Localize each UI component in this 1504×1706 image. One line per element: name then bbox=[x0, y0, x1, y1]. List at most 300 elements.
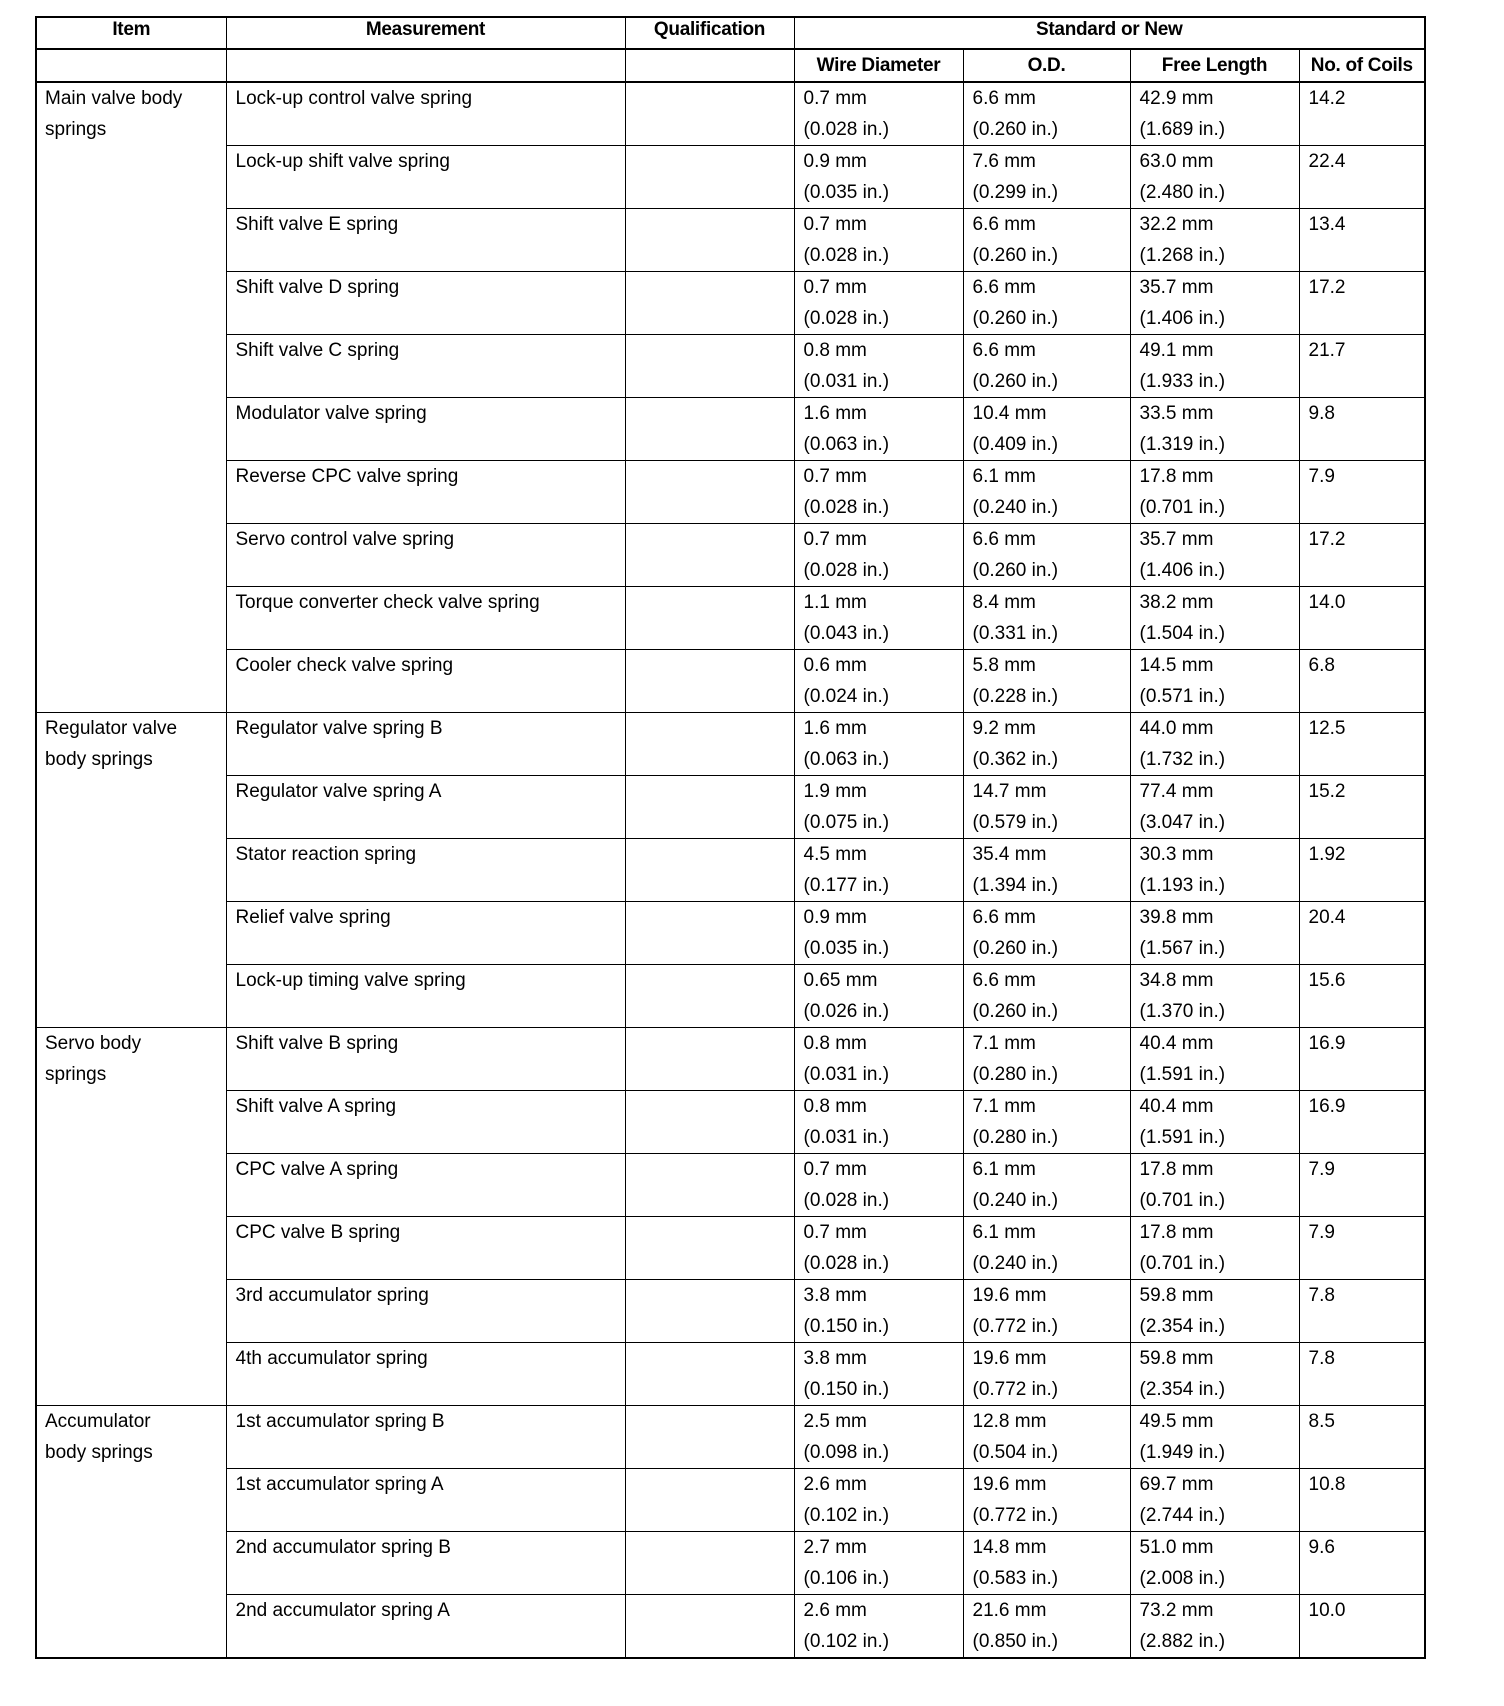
coils-value: 21.7 bbox=[1308, 340, 1346, 361]
outer-diameter-in: (0.260 in.) bbox=[972, 308, 1059, 329]
table-row bbox=[36, 398, 1425, 461]
wire-diameter-in: (0.150 in.) bbox=[803, 1316, 890, 1337]
outer-diameter-cell bbox=[963, 272, 1130, 335]
coils-value: 22.4 bbox=[1308, 151, 1346, 172]
wire-diameter-cell bbox=[794, 1469, 963, 1532]
header-blank bbox=[625, 49, 794, 82]
outer-diameter-mm: 6.1 mm bbox=[972, 1159, 1036, 1180]
measurement-cell bbox=[226, 650, 625, 713]
outer-diameter-mm: 35.4 mm bbox=[972, 844, 1047, 865]
header-row-2 bbox=[36, 49, 1425, 82]
group-label-line: springs bbox=[45, 119, 107, 140]
outer-diameter-mm: 19.6 mm bbox=[972, 1285, 1047, 1306]
free-length-cell bbox=[1130, 1154, 1299, 1217]
free-length-cell bbox=[1130, 398, 1299, 461]
header-item: Item bbox=[36, 17, 226, 49]
outer-diameter-in: (0.240 in.) bbox=[972, 497, 1059, 518]
coils-cell bbox=[1299, 1028, 1425, 1091]
header-od: O.D. bbox=[963, 49, 1130, 82]
qualification-cell bbox=[625, 839, 794, 902]
coils-value: 7.9 bbox=[1308, 1222, 1335, 1243]
wire-diameter-in: (0.031 in.) bbox=[803, 371, 890, 392]
measurement-name: 1st accumulator spring A bbox=[235, 1474, 444, 1495]
wire-diameter-in: (0.043 in.) bbox=[803, 623, 890, 644]
outer-diameter-cell bbox=[963, 902, 1130, 965]
coils-value: 15.2 bbox=[1308, 781, 1346, 802]
measurement-name: Cooler check valve spring bbox=[235, 655, 454, 676]
coils-cell bbox=[1299, 524, 1425, 587]
free-length-in: (1.504 in.) bbox=[1139, 623, 1226, 644]
outer-diameter-cell bbox=[963, 82, 1130, 146]
wire-diameter-in: (0.031 in.) bbox=[803, 1064, 890, 1085]
wire-diameter-in: (0.028 in.) bbox=[803, 497, 890, 518]
outer-diameter-in: (0.504 in.) bbox=[972, 1442, 1059, 1463]
qualification-cell bbox=[625, 398, 794, 461]
free-length-mm: 39.8 mm bbox=[1139, 907, 1214, 928]
free-length-mm: 35.7 mm bbox=[1139, 277, 1214, 298]
outer-diameter-in: (0.772 in.) bbox=[972, 1316, 1059, 1337]
measurement-name: Reverse CPC valve spring bbox=[235, 466, 459, 487]
measurement-name: Shift valve D spring bbox=[235, 277, 400, 298]
free-length-mm: 38.2 mm bbox=[1139, 592, 1214, 613]
wire-diameter-mm: 0.7 mm bbox=[803, 529, 867, 550]
measurement-name: 3rd accumulator spring bbox=[235, 1285, 429, 1306]
coils-value: 16.9 bbox=[1308, 1033, 1346, 1054]
measurement-name: 4th accumulator spring bbox=[235, 1348, 428, 1369]
outer-diameter-cell bbox=[963, 1028, 1130, 1091]
measurement-name: Lock-up timing valve spring bbox=[235, 970, 466, 991]
measurement-cell bbox=[226, 1280, 625, 1343]
outer-diameter-mm: 14.8 mm bbox=[972, 1537, 1047, 1558]
measurement-cell bbox=[226, 776, 625, 839]
free-length-mm: 49.1 mm bbox=[1139, 340, 1214, 361]
coils-value: 10.8 bbox=[1308, 1474, 1346, 1495]
header-row-1 bbox=[36, 17, 1425, 49]
coils-cell bbox=[1299, 713, 1425, 776]
outer-diameter-mm: 14.7 mm bbox=[972, 781, 1047, 802]
wire-diameter-cell bbox=[794, 146, 963, 209]
measurement-name: 2nd accumulator spring A bbox=[235, 1600, 450, 1621]
table-row bbox=[36, 1091, 1425, 1154]
coils-value: 12.5 bbox=[1308, 718, 1346, 739]
free-length-in: (2.882 in.) bbox=[1139, 1631, 1226, 1652]
wire-diameter-in: (0.028 in.) bbox=[803, 245, 890, 266]
wire-diameter-mm: 1.1 mm bbox=[803, 592, 867, 613]
wire-diameter-in: (0.028 in.) bbox=[803, 308, 890, 329]
group-label-line: Servo body bbox=[45, 1033, 142, 1054]
measurement-name: Shift valve A spring bbox=[235, 1096, 397, 1117]
qualification-cell bbox=[625, 82, 794, 146]
qualification-cell bbox=[625, 335, 794, 398]
outer-diameter-cell bbox=[963, 1091, 1130, 1154]
table-row bbox=[36, 713, 1425, 776]
qualification-cell bbox=[625, 209, 794, 272]
outer-diameter-cell bbox=[963, 524, 1130, 587]
free-length-cell bbox=[1130, 776, 1299, 839]
header-blank bbox=[226, 49, 625, 82]
free-length-mm: 63.0 mm bbox=[1139, 151, 1214, 172]
free-length-in: (2.480 in.) bbox=[1139, 182, 1226, 203]
free-length-cell bbox=[1130, 1469, 1299, 1532]
measurement-name: Shift valve E spring bbox=[235, 214, 399, 235]
group-label-line: Regulator valve bbox=[45, 718, 178, 739]
outer-diameter-in: (0.260 in.) bbox=[972, 560, 1059, 581]
free-length-mm: 34.8 mm bbox=[1139, 970, 1214, 991]
table-body bbox=[36, 82, 1425, 1658]
header-free-length: Free Length bbox=[1130, 49, 1299, 82]
free-length-mm: 14.5 mm bbox=[1139, 655, 1214, 676]
outer-diameter-mm: 7.6 mm bbox=[972, 151, 1036, 172]
wire-diameter-in: (0.063 in.) bbox=[803, 434, 890, 455]
free-length-in: (1.591 in.) bbox=[1139, 1064, 1226, 1085]
table-row bbox=[36, 335, 1425, 398]
free-length-mm: 77.4 mm bbox=[1139, 781, 1214, 802]
group-label-line: Main valve body bbox=[45, 88, 183, 109]
free-length-in: (1.319 in.) bbox=[1139, 434, 1226, 455]
group-label-line: body springs bbox=[45, 1442, 153, 1463]
coils-value: 16.9 bbox=[1308, 1096, 1346, 1117]
outer-diameter-in: (0.583 in.) bbox=[972, 1568, 1059, 1589]
outer-diameter-cell bbox=[963, 650, 1130, 713]
wire-diameter-mm: 1.9 mm bbox=[803, 781, 867, 802]
table-row bbox=[36, 1217, 1425, 1280]
outer-diameter-in: (0.331 in.) bbox=[972, 623, 1059, 644]
measurement-name: Shift valve B spring bbox=[235, 1033, 399, 1054]
table-row bbox=[36, 1469, 1425, 1532]
outer-diameter-cell bbox=[963, 1154, 1130, 1217]
free-length-in: (1.268 in.) bbox=[1139, 245, 1226, 266]
wire-diameter-in: (0.028 in.) bbox=[803, 1253, 890, 1274]
free-length-cell bbox=[1130, 902, 1299, 965]
outer-diameter-mm: 7.1 mm bbox=[972, 1033, 1036, 1054]
free-length-cell bbox=[1130, 461, 1299, 524]
measurement-cell bbox=[226, 1217, 625, 1280]
outer-diameter-in: (0.260 in.) bbox=[972, 119, 1059, 140]
outer-diameter-mm: 21.6 mm bbox=[972, 1600, 1047, 1621]
free-length-in: (1.949 in.) bbox=[1139, 1442, 1226, 1463]
measurement-cell bbox=[226, 1028, 625, 1091]
wire-diameter-mm: 2.5 mm bbox=[803, 1411, 867, 1432]
outer-diameter-in: (0.772 in.) bbox=[972, 1379, 1059, 1400]
free-length-in: (1.732 in.) bbox=[1139, 749, 1226, 770]
measurement-name: Servo control valve spring bbox=[235, 529, 455, 550]
outer-diameter-mm: 7.1 mm bbox=[972, 1096, 1036, 1117]
wire-diameter-mm: 0.8 mm bbox=[803, 1033, 867, 1054]
wire-diameter-mm: 0.7 mm bbox=[803, 1222, 867, 1243]
wire-diameter-cell bbox=[794, 1028, 963, 1091]
measurement-name: 1st accumulator spring B bbox=[235, 1411, 445, 1432]
coils-cell bbox=[1299, 398, 1425, 461]
wire-diameter-mm: 0.8 mm bbox=[803, 1096, 867, 1117]
wire-diameter-cell bbox=[794, 461, 963, 524]
table-row bbox=[36, 776, 1425, 839]
free-length-in: (0.701 in.) bbox=[1139, 497, 1226, 518]
qualification-cell bbox=[625, 272, 794, 335]
table-row bbox=[36, 1343, 1425, 1406]
coils-value: 7.8 bbox=[1308, 1285, 1335, 1306]
free-length-mm: 40.4 mm bbox=[1139, 1033, 1214, 1054]
measurement-cell bbox=[226, 1343, 625, 1406]
outer-diameter-cell bbox=[963, 1595, 1130, 1659]
measurement-cell bbox=[226, 902, 625, 965]
coils-cell bbox=[1299, 839, 1425, 902]
header-measurement: Measurement bbox=[226, 17, 625, 49]
wire-diameter-cell bbox=[794, 902, 963, 965]
free-length-in: (1.689 in.) bbox=[1139, 119, 1226, 140]
outer-diameter-cell bbox=[963, 1406, 1130, 1469]
free-length-mm: 17.8 mm bbox=[1139, 1159, 1214, 1180]
outer-diameter-in: (0.280 in.) bbox=[972, 1127, 1059, 1148]
qualification-cell bbox=[625, 1154, 794, 1217]
outer-diameter-in: (0.260 in.) bbox=[972, 245, 1059, 266]
wire-diameter-in: (0.028 in.) bbox=[803, 560, 890, 581]
free-length-cell bbox=[1130, 587, 1299, 650]
free-length-mm: 35.7 mm bbox=[1139, 529, 1214, 550]
measurement-name: Lock-up shift valve spring bbox=[235, 151, 450, 172]
outer-diameter-mm: 6.1 mm bbox=[972, 466, 1036, 487]
outer-diameter-mm: 6.6 mm bbox=[972, 907, 1036, 928]
coils-cell bbox=[1299, 650, 1425, 713]
free-length-mm: 73.2 mm bbox=[1139, 1600, 1214, 1621]
qualification-cell bbox=[625, 1532, 794, 1595]
wire-diameter-mm: 0.8 mm bbox=[803, 340, 867, 361]
free-length-in: (1.193 in.) bbox=[1139, 875, 1226, 896]
measurement-name: Modulator valve spring bbox=[235, 403, 427, 424]
coils-cell bbox=[1299, 587, 1425, 650]
outer-diameter-cell bbox=[963, 335, 1130, 398]
wire-diameter-cell bbox=[794, 1154, 963, 1217]
outer-diameter-cell bbox=[963, 587, 1130, 650]
coils-value: 14.0 bbox=[1308, 592, 1346, 613]
coils-cell bbox=[1299, 1595, 1425, 1659]
coils-value: 1.92 bbox=[1308, 844, 1346, 865]
outer-diameter-in: (0.260 in.) bbox=[972, 938, 1059, 959]
measurement-cell bbox=[226, 1154, 625, 1217]
wire-diameter-mm: 4.5 mm bbox=[803, 844, 867, 865]
group-label bbox=[36, 713, 226, 1028]
free-length-in: (0.701 in.) bbox=[1139, 1190, 1226, 1211]
measurement-name: Relief valve spring bbox=[235, 907, 391, 928]
coils-cell bbox=[1299, 335, 1425, 398]
outer-diameter-mm: 6.6 mm bbox=[972, 529, 1036, 550]
coils-value: 15.6 bbox=[1308, 970, 1346, 991]
qualification-cell bbox=[625, 146, 794, 209]
qualification-cell bbox=[625, 650, 794, 713]
wire-diameter-mm: 2.6 mm bbox=[803, 1600, 867, 1621]
coils-cell bbox=[1299, 1406, 1425, 1469]
measurement-name: Regulator valve spring A bbox=[235, 781, 442, 802]
outer-diameter-cell bbox=[963, 1469, 1130, 1532]
outer-diameter-in: (0.579 in.) bbox=[972, 812, 1059, 833]
free-length-cell bbox=[1130, 1343, 1299, 1406]
outer-diameter-cell bbox=[963, 1343, 1130, 1406]
measurement-cell bbox=[226, 1595, 625, 1659]
outer-diameter-mm: 12.8 mm bbox=[972, 1411, 1047, 1432]
wire-diameter-mm: 0.65 mm bbox=[803, 970, 878, 991]
outer-diameter-mm: 6.6 mm bbox=[972, 88, 1036, 109]
wire-diameter-cell bbox=[794, 965, 963, 1028]
outer-diameter-in: (0.299 in.) bbox=[972, 182, 1059, 203]
free-length-mm: 33.5 mm bbox=[1139, 403, 1214, 424]
wire-diameter-in: (0.028 in.) bbox=[803, 119, 890, 140]
measurement-name: CPC valve B spring bbox=[235, 1222, 401, 1243]
qualification-cell bbox=[625, 1217, 794, 1280]
header-no-of-coils: No. of Coils bbox=[1299, 49, 1425, 82]
free-length-cell bbox=[1130, 272, 1299, 335]
coils-value: 6.8 bbox=[1308, 655, 1335, 676]
group-label bbox=[36, 1406, 226, 1659]
free-length-in: (1.370 in.) bbox=[1139, 1001, 1226, 1022]
free-length-in: (3.047 in.) bbox=[1139, 812, 1226, 833]
wire-diameter-in: (0.075 in.) bbox=[803, 812, 890, 833]
qualification-cell bbox=[625, 1595, 794, 1659]
coils-value: 17.2 bbox=[1308, 529, 1346, 550]
coils-value: 9.6 bbox=[1308, 1537, 1335, 1558]
free-length-mm: 40.4 mm bbox=[1139, 1096, 1214, 1117]
free-length-mm: 17.8 mm bbox=[1139, 1222, 1214, 1243]
free-length-in: (1.933 in.) bbox=[1139, 371, 1226, 392]
free-length-cell bbox=[1130, 1280, 1299, 1343]
outer-diameter-in: (0.850 in.) bbox=[972, 1631, 1059, 1652]
wire-diameter-in: (0.028 in.) bbox=[803, 1190, 890, 1211]
outer-diameter-in: (0.228 in.) bbox=[972, 686, 1059, 707]
qualification-cell bbox=[625, 1469, 794, 1532]
free-length-cell bbox=[1130, 335, 1299, 398]
free-length-cell bbox=[1130, 82, 1299, 146]
outer-diameter-mm: 6.6 mm bbox=[972, 214, 1036, 235]
free-length-cell bbox=[1130, 965, 1299, 1028]
group-label-line: Accumulator bbox=[45, 1411, 151, 1432]
measurement-name: Torque converter check valve spring bbox=[235, 592, 540, 613]
spring-specifications-table bbox=[35, 16, 1426, 1659]
outer-diameter-cell bbox=[963, 1217, 1130, 1280]
outer-diameter-mm: 6.6 mm bbox=[972, 277, 1036, 298]
free-length-in: (0.571 in.) bbox=[1139, 686, 1226, 707]
outer-diameter-cell bbox=[963, 1532, 1130, 1595]
table-row bbox=[36, 1280, 1425, 1343]
coils-cell bbox=[1299, 1217, 1425, 1280]
wire-diameter-mm: 0.7 mm bbox=[803, 466, 867, 487]
table-row bbox=[36, 902, 1425, 965]
wire-diameter-mm: 0.9 mm bbox=[803, 907, 867, 928]
wire-diameter-in: (0.098 in.) bbox=[803, 1442, 890, 1463]
coils-cell bbox=[1299, 82, 1425, 146]
qualification-cell bbox=[625, 902, 794, 965]
measurement-cell bbox=[226, 839, 625, 902]
table-row bbox=[36, 524, 1425, 587]
outer-diameter-cell bbox=[963, 398, 1130, 461]
free-length-cell bbox=[1130, 1028, 1299, 1091]
free-length-mm: 51.0 mm bbox=[1139, 1537, 1214, 1558]
free-length-cell bbox=[1130, 1217, 1299, 1280]
wire-diameter-cell bbox=[794, 1280, 963, 1343]
header-blank bbox=[36, 49, 226, 82]
header-standard-or-new: Standard or New bbox=[794, 17, 1425, 49]
table-row bbox=[36, 461, 1425, 524]
measurement-cell bbox=[226, 587, 625, 650]
coils-value: 20.4 bbox=[1308, 907, 1346, 928]
wire-diameter-mm: 0.7 mm bbox=[803, 1159, 867, 1180]
table-row bbox=[36, 272, 1425, 335]
wire-diameter-cell bbox=[794, 524, 963, 587]
qualification-cell bbox=[625, 587, 794, 650]
wire-diameter-cell bbox=[794, 398, 963, 461]
group-label-line: springs bbox=[45, 1064, 107, 1085]
table-row bbox=[36, 1595, 1425, 1659]
measurement-cell bbox=[226, 461, 625, 524]
coils-value: 10.0 bbox=[1308, 1600, 1346, 1621]
coils-cell bbox=[1299, 1280, 1425, 1343]
outer-diameter-in: (0.260 in.) bbox=[972, 371, 1059, 392]
wire-diameter-cell bbox=[794, 1595, 963, 1659]
measurement-cell bbox=[226, 1406, 625, 1469]
coils-cell bbox=[1299, 209, 1425, 272]
wire-diameter-in: (0.035 in.) bbox=[803, 938, 890, 959]
measurement-cell bbox=[226, 713, 625, 776]
wire-diameter-mm: 0.6 mm bbox=[803, 655, 867, 676]
measurement-cell bbox=[226, 335, 625, 398]
coils-cell bbox=[1299, 146, 1425, 209]
table-row bbox=[36, 209, 1425, 272]
outer-diameter-in: (0.772 in.) bbox=[972, 1505, 1059, 1526]
measurement-cell bbox=[226, 1469, 625, 1532]
table-row bbox=[36, 1154, 1425, 1217]
coils-cell bbox=[1299, 1532, 1425, 1595]
qualification-cell bbox=[625, 1280, 794, 1343]
outer-diameter-mm: 6.6 mm bbox=[972, 970, 1036, 991]
wire-diameter-cell bbox=[794, 776, 963, 839]
outer-diameter-mm: 19.6 mm bbox=[972, 1474, 1047, 1495]
measurement-cell bbox=[226, 146, 625, 209]
free-length-cell bbox=[1130, 713, 1299, 776]
free-length-in: (0.701 in.) bbox=[1139, 1253, 1226, 1274]
coils-cell bbox=[1299, 1343, 1425, 1406]
wire-diameter-in: (0.024 in.) bbox=[803, 686, 890, 707]
free-length-cell bbox=[1130, 1091, 1299, 1154]
measurement-cell bbox=[226, 398, 625, 461]
free-length-cell bbox=[1130, 1595, 1299, 1659]
outer-diameter-cell bbox=[963, 839, 1130, 902]
outer-diameter-mm: 6.1 mm bbox=[972, 1222, 1036, 1243]
wire-diameter-cell bbox=[794, 839, 963, 902]
free-length-cell bbox=[1130, 146, 1299, 209]
wire-diameter-mm: 0.7 mm bbox=[803, 214, 867, 235]
free-length-in: (1.406 in.) bbox=[1139, 560, 1226, 581]
wire-diameter-cell bbox=[794, 1532, 963, 1595]
free-length-in: (2.744 in.) bbox=[1139, 1505, 1226, 1526]
coils-value: 7.9 bbox=[1308, 1159, 1335, 1180]
wire-diameter-mm: 1.6 mm bbox=[803, 403, 867, 424]
wire-diameter-in: (0.177 in.) bbox=[803, 875, 890, 896]
group-label bbox=[36, 82, 226, 713]
free-length-cell bbox=[1130, 1532, 1299, 1595]
table-row bbox=[36, 1532, 1425, 1595]
outer-diameter-cell bbox=[963, 1280, 1130, 1343]
free-length-in: (2.354 in.) bbox=[1139, 1379, 1226, 1400]
wire-diameter-in: (0.035 in.) bbox=[803, 182, 890, 203]
coils-value: 7.9 bbox=[1308, 466, 1335, 487]
wire-diameter-in: (0.102 in.) bbox=[803, 1631, 890, 1652]
measurement-name: CPC valve A spring bbox=[235, 1159, 399, 1180]
wire-diameter-cell bbox=[794, 1406, 963, 1469]
coils-cell bbox=[1299, 1469, 1425, 1532]
wire-diameter-mm: 0.9 mm bbox=[803, 151, 867, 172]
outer-diameter-mm: 10.4 mm bbox=[972, 403, 1047, 424]
outer-diameter-cell bbox=[963, 146, 1130, 209]
free-length-mm: 59.8 mm bbox=[1139, 1285, 1214, 1306]
wire-diameter-cell bbox=[794, 1217, 963, 1280]
outer-diameter-cell bbox=[963, 776, 1130, 839]
